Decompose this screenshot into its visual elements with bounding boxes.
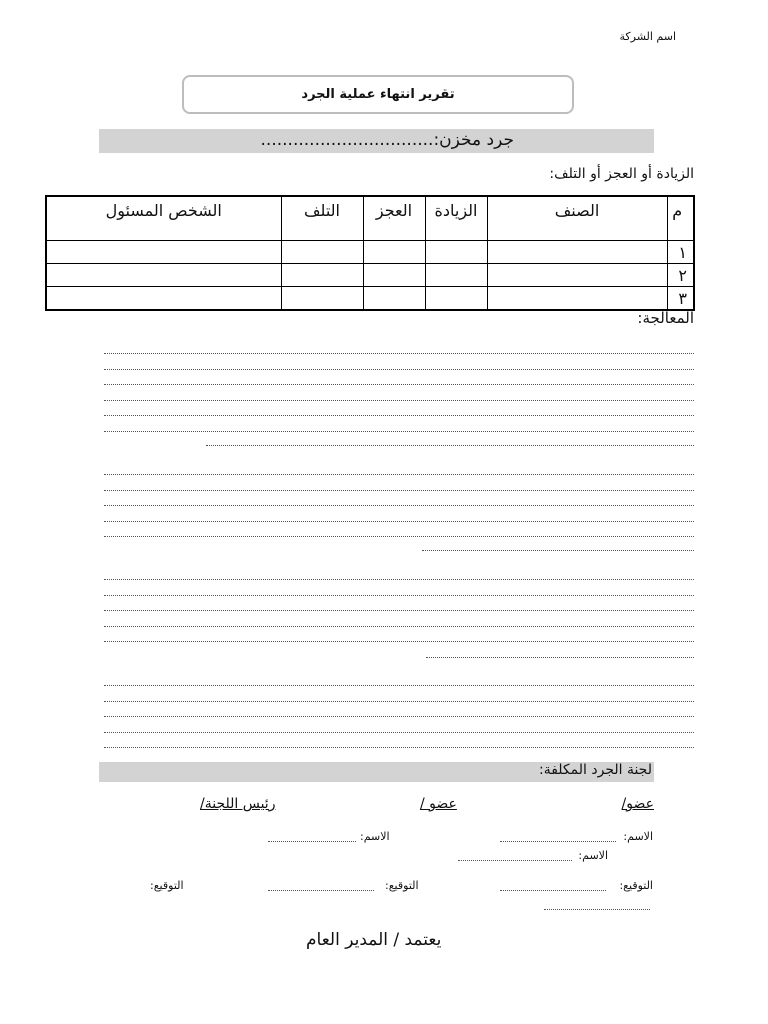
responsible-cell[interactable] — [46, 241, 281, 264]
member-1-role: عضو/ — [621, 796, 654, 812]
item-cell[interactable] — [487, 264, 667, 287]
member-1-signature-line[interactable] — [500, 890, 606, 891]
shortage-cell[interactable] — [363, 287, 425, 311]
table-row — [46, 287, 694, 311]
treatment-line[interactable] — [422, 550, 694, 551]
member-1-name-line-2[interactable] — [458, 860, 572, 861]
member-2-name-line[interactable] — [268, 841, 356, 842]
increase-cell[interactable] — [425, 287, 487, 311]
member-2-signature-label: التوقيع: — [385, 879, 419, 892]
increase-cell[interactable] — [425, 241, 487, 264]
responsible-cell[interactable] — [46, 264, 281, 287]
member-1-name-label-2: الاسم: — [578, 849, 608, 862]
treatment-line[interactable] — [104, 431, 694, 432]
treatment-line[interactable] — [206, 445, 694, 446]
treatment-line[interactable] — [104, 626, 694, 627]
damage-cell[interactable] — [281, 264, 363, 287]
column-header-index: م — [667, 196, 694, 241]
shortage-cell[interactable] — [363, 264, 425, 287]
committee-head-role: رئيس اللجنة/ — [200, 796, 276, 812]
inventory-table — [45, 195, 695, 311]
item-cell[interactable] — [487, 241, 667, 264]
member-1-name-label: الاسم: — [623, 830, 653, 843]
treatment-line[interactable] — [104, 415, 694, 416]
treatment-line[interactable] — [104, 474, 694, 475]
warehouse-label: جرد مخزن:................................ — [260, 130, 514, 150]
treatment-line[interactable] — [104, 685, 694, 686]
member-2-signature-line[interactable] — [268, 890, 374, 891]
treatment-line[interactable] — [104, 353, 694, 354]
damage-cell[interactable] — [281, 287, 363, 311]
row-index: ٢ — [667, 264, 694, 287]
column-header-item: الصنف — [487, 196, 667, 241]
table-header-row — [46, 196, 694, 241]
shortage-cell[interactable] — [363, 241, 425, 264]
treatment-line[interactable] — [104, 400, 694, 401]
row-index: ٣ — [667, 287, 694, 311]
column-header-damage: التلف — [281, 196, 363, 241]
treatment-line[interactable] — [104, 505, 694, 506]
committee-label: لجنة الجرد المكلفة: — [538, 762, 652, 778]
treatment-label: المعالجة: — [637, 309, 694, 327]
responsible-cell[interactable] — [46, 287, 281, 311]
treatment-line[interactable] — [104, 384, 694, 385]
treatment-line[interactable] — [104, 521, 694, 522]
treatment-line[interactable] — [426, 657, 694, 658]
treatment-line[interactable] — [104, 747, 694, 748]
table-row — [46, 241, 694, 264]
column-header-shortage: العجز — [363, 196, 425, 241]
head-signature-label: التوقيع: — [150, 879, 184, 892]
damage-cell[interactable] — [281, 241, 363, 264]
treatment-line[interactable] — [104, 369, 694, 370]
row-index: ١ — [667, 241, 694, 264]
committee-bar — [99, 762, 654, 782]
variance-label: الزيادة أو العجز أو التلف: — [549, 166, 694, 182]
treatment-line[interactable] — [104, 716, 694, 717]
column-header-increase: الزيادة — [425, 196, 487, 241]
treatment-line[interactable] — [104, 536, 694, 537]
member-1-signature-line-2[interactable] — [544, 909, 650, 910]
warehouse-bar — [99, 129, 654, 153]
report-title: تقرير انتهاء عملية الجرد — [182, 75, 574, 114]
member-1-name-line[interactable] — [500, 841, 616, 842]
table-row — [46, 264, 694, 287]
treatment-line[interactable] — [104, 732, 694, 733]
treatment-line[interactable] — [104, 595, 694, 596]
treatment-line[interactable] — [104, 490, 694, 491]
item-cell[interactable] — [487, 287, 667, 311]
approval-label: يعتمد / المدير العام — [306, 930, 442, 950]
treatment-line[interactable] — [104, 701, 694, 702]
member-2-name-label: الاسم: — [360, 830, 390, 843]
member-1-signature-label: التوقيع: — [619, 879, 653, 892]
column-header-responsible: الشخص المسئول — [46, 196, 281, 241]
treatment-line[interactable] — [104, 579, 694, 580]
treatment-line[interactable] — [104, 610, 694, 611]
company-name: اسم الشركة — [619, 30, 676, 43]
member-2-role: عضو / — [420, 796, 457, 812]
treatment-line[interactable] — [104, 641, 694, 642]
increase-cell[interactable] — [425, 264, 487, 287]
